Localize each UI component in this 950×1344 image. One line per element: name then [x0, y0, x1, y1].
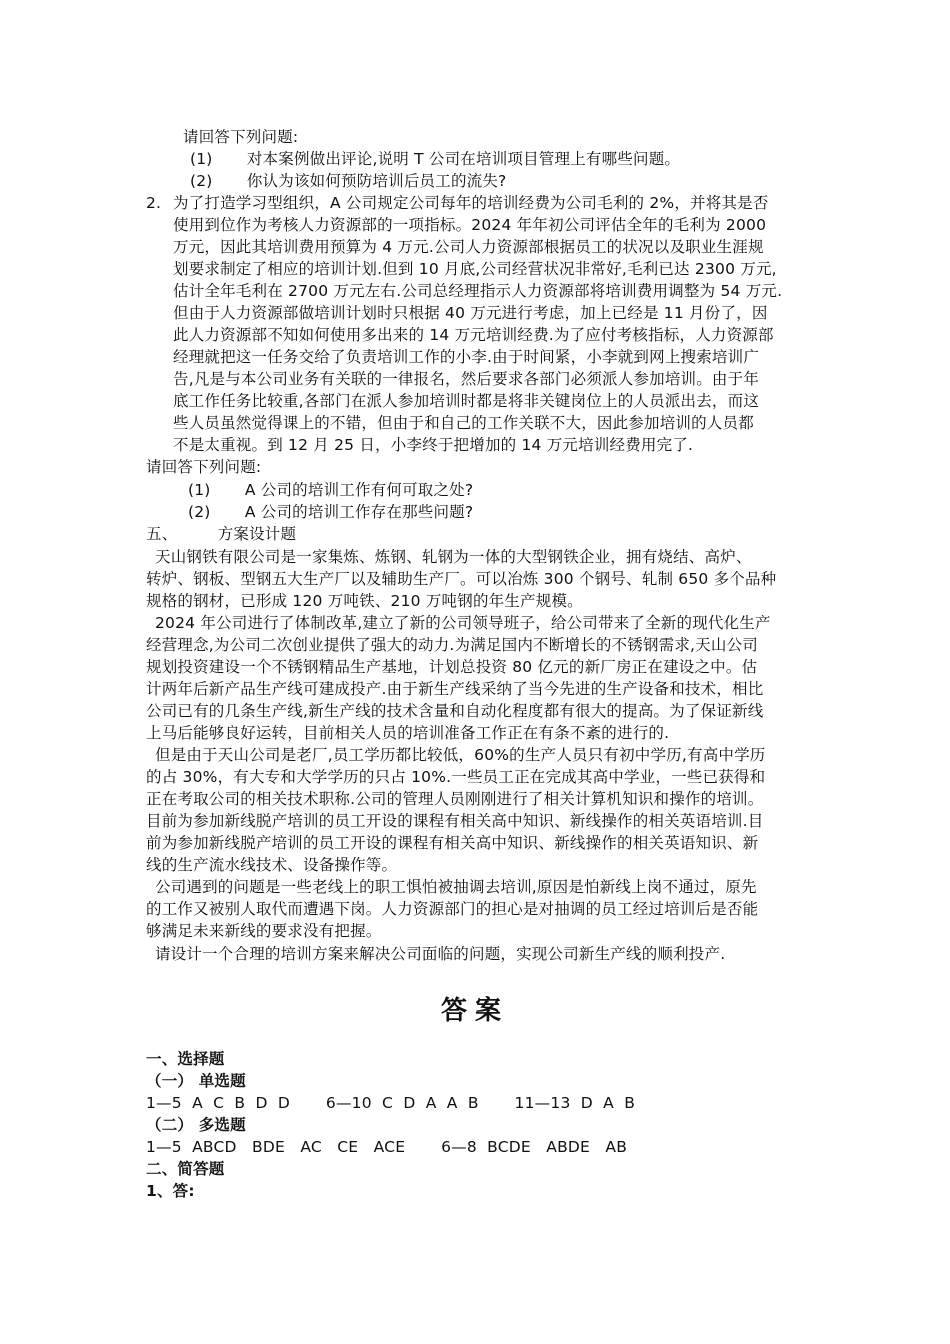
- answer-item-label: 1、答:: [146, 1182, 195, 1200]
- body-line: 天山钢铁有限公司是一家集炼、炼钢、轧钢为一体的大型钢铁企业，拥有烧结、高炉、: [155, 548, 752, 566]
- body-line: 但是由于天山公司是老厂,员工学历都比较低，60%的生产人员只有初中学历,有高中学历: [155, 746, 766, 764]
- case-line: 此人力资源部不知如何使用多出来的 14 万元培训经费.为了应付考核指标，人力资源部: [173, 326, 774, 344]
- answer-key-line: 1—5 ABCD BDE AC CE ACE 6—8 BCDE ABDE AB: [146, 1138, 628, 1156]
- item-text: 对本案例做出评论,说明 T 公司在培训项目管理上有哪些问题。: [246, 150, 681, 168]
- body-line: 公司遇到的问题是一些老线上的职工惧怕被抽调去培训,原因是怕新线上岗不通过，原先: [155, 878, 757, 896]
- answer-key-line: 1—5 A C B D D 6—10 C D A A B 11—13 D A B: [146, 1094, 636, 1112]
- answer-subheading: （二） 多选题: [146, 1116, 246, 1134]
- item-text: A 公司的培训工作存在那些问题?: [244, 503, 474, 521]
- section-number: 五、: [146, 525, 178, 543]
- answer-section-heading: 一、选择题: [146, 1050, 225, 1068]
- answer-title: 答案: [440, 996, 509, 1026]
- item-text: A 公司的培训工作有何可取之处?: [244, 481, 474, 499]
- case-line: 经理就把这一任务交给了负责培训工作的小李.由于时间紧，小李就到网上搜索培训广: [173, 348, 760, 366]
- body-line: 经营理念,为公司二次创业提供了强大的动力.为满足国内不断增长的不锈钢需求,天山公司: [146, 636, 758, 654]
- question-item: [188, 479, 473, 501]
- item-number: (1): [190, 150, 213, 168]
- case-line: 使用到位作为考核人力资源部的一项指标。2024 年年初公司评估全年的毛利为 2000: [173, 216, 767, 234]
- case-line: 为了打造学习型组织，A 公司规定公司每年的培训经费为公司毛利的 2%，并将其是否: [173, 194, 769, 212]
- section-heading: [146, 523, 296, 545]
- question-item: [190, 170, 506, 192]
- body-line: 规格的钢材，已形成 120 万吨铁、210 万吨钢的年生产规模。: [146, 592, 583, 610]
- body-line: 2024 年公司进行了体制改革,建立了新的公司领导班子，给公司带来了全新的现代化生产: [155, 614, 771, 632]
- body-line: 前为参加新线脱产培训的员工开设的课程有相关高中知识、新线操作的相关英语知识、新: [146, 834, 759, 852]
- body-line: 正在考取公司的相关技术职称.公司的管理人员刚刚进行了相关计算机知识和操作的培训。: [146, 790, 764, 808]
- body-line: 的工作又被别人取代而遭遇下岗。人力资源部门的担心是对抽调的员工经过培训后是否能: [146, 900, 759, 918]
- answer-subheading: （一） 单选题: [146, 1072, 246, 1090]
- body-line: 够满足未来新线的要求没有把握。: [146, 922, 382, 940]
- body-line: 上马后能够良好运转，目前相关人员的培训准备工作正在有条不紊的进行的.: [146, 724, 670, 742]
- question-item: [188, 501, 473, 523]
- item-number: (2): [188, 503, 211, 521]
- body-line: 的占 30%，有大专和大学学历的只占 10%.一些员工正在完成其高中学业，一些已获得和: [146, 768, 766, 786]
- case-line: 告,凡是与本公司业务有关联的一律报名，然后要求各部门必须派人参加培训。由于年: [173, 370, 760, 388]
- case-number: 2.: [146, 194, 162, 212]
- case-line: 底工作任务比较重,各部门在派人参加培训时都是将非关键岗位上的人员派出去，而这: [173, 392, 760, 410]
- item-number: (1): [188, 481, 211, 499]
- case-line: 不是太重视。到 12 月 25 日，小李终于把增加的 14 万元培训经费用完了.: [173, 436, 694, 454]
- body-line: 计两年后新产品生产线可建成投产.由于新生产线采纳了当今先进的生产设备和技术，相比: [146, 680, 764, 698]
- case-line: 些人员虽然觉得课上的不错，但由于和自己的工作关联不大，因此参加培训的人员都: [173, 414, 754, 432]
- case-line: 划要求制定了相应的培训计划.但到 10 月底,公司经营状况非常好,毛利已达 2300 万元,: [173, 260, 777, 278]
- case-line: 万元，因此其培训费用预算为 4 万元.公司人力资源部根据员工的状况以及职业生涯规: [173, 238, 764, 256]
- body-line: 规划投资建设一个不锈钢精品生产基地，计划总投资 80 亿元的新厂房正在建设之中。估: [146, 658, 758, 676]
- body-line: 公司已有的几条生产线,新生产线的技术含量和自动化程度都有很大的提高。为了保证新线: [146, 702, 764, 720]
- section-title: 方案设计题: [217, 525, 297, 543]
- case-line: 但由于人力资源部做培训计划时只根据 40 万元进行考虑，加上已经是 11 月份了，因: [173, 304, 768, 322]
- body-line: 目前为参加新线脱产培训的员工开设的课程有相关高中知识、新线操作的相关英语培训.目: [146, 812, 764, 830]
- item-number: (2): [190, 172, 213, 190]
- body-line: 转炉、钢板、型钢五大生产厂以及辅助生产厂。可以冶炼 300 个钢号、轧制 650 多个品种: [146, 570, 777, 588]
- question-prompt: 请回答下列问题:: [183, 128, 299, 146]
- answer-section-heading: 二、简答题: [146, 1160, 225, 1178]
- item-text: 你认为该如何预防培训后员工的流失?: [246, 172, 507, 190]
- body-line: 请设计一个合理的培训方案来解决公司面临的问题，实现公司新生产线的顺利投产.: [155, 945, 726, 963]
- body-line: 线的生产流水线技术、设备操作等。: [146, 856, 398, 874]
- question-prompt: 请回答下列问题:: [146, 458, 262, 476]
- case-line: 估计全年毛利在 2700 万元左右.公司总经理指示人力资源部将培训费用调整为 54 万元.: [173, 282, 783, 300]
- answer-item: [146, 1180, 195, 1202]
- question-item: [190, 148, 680, 170]
